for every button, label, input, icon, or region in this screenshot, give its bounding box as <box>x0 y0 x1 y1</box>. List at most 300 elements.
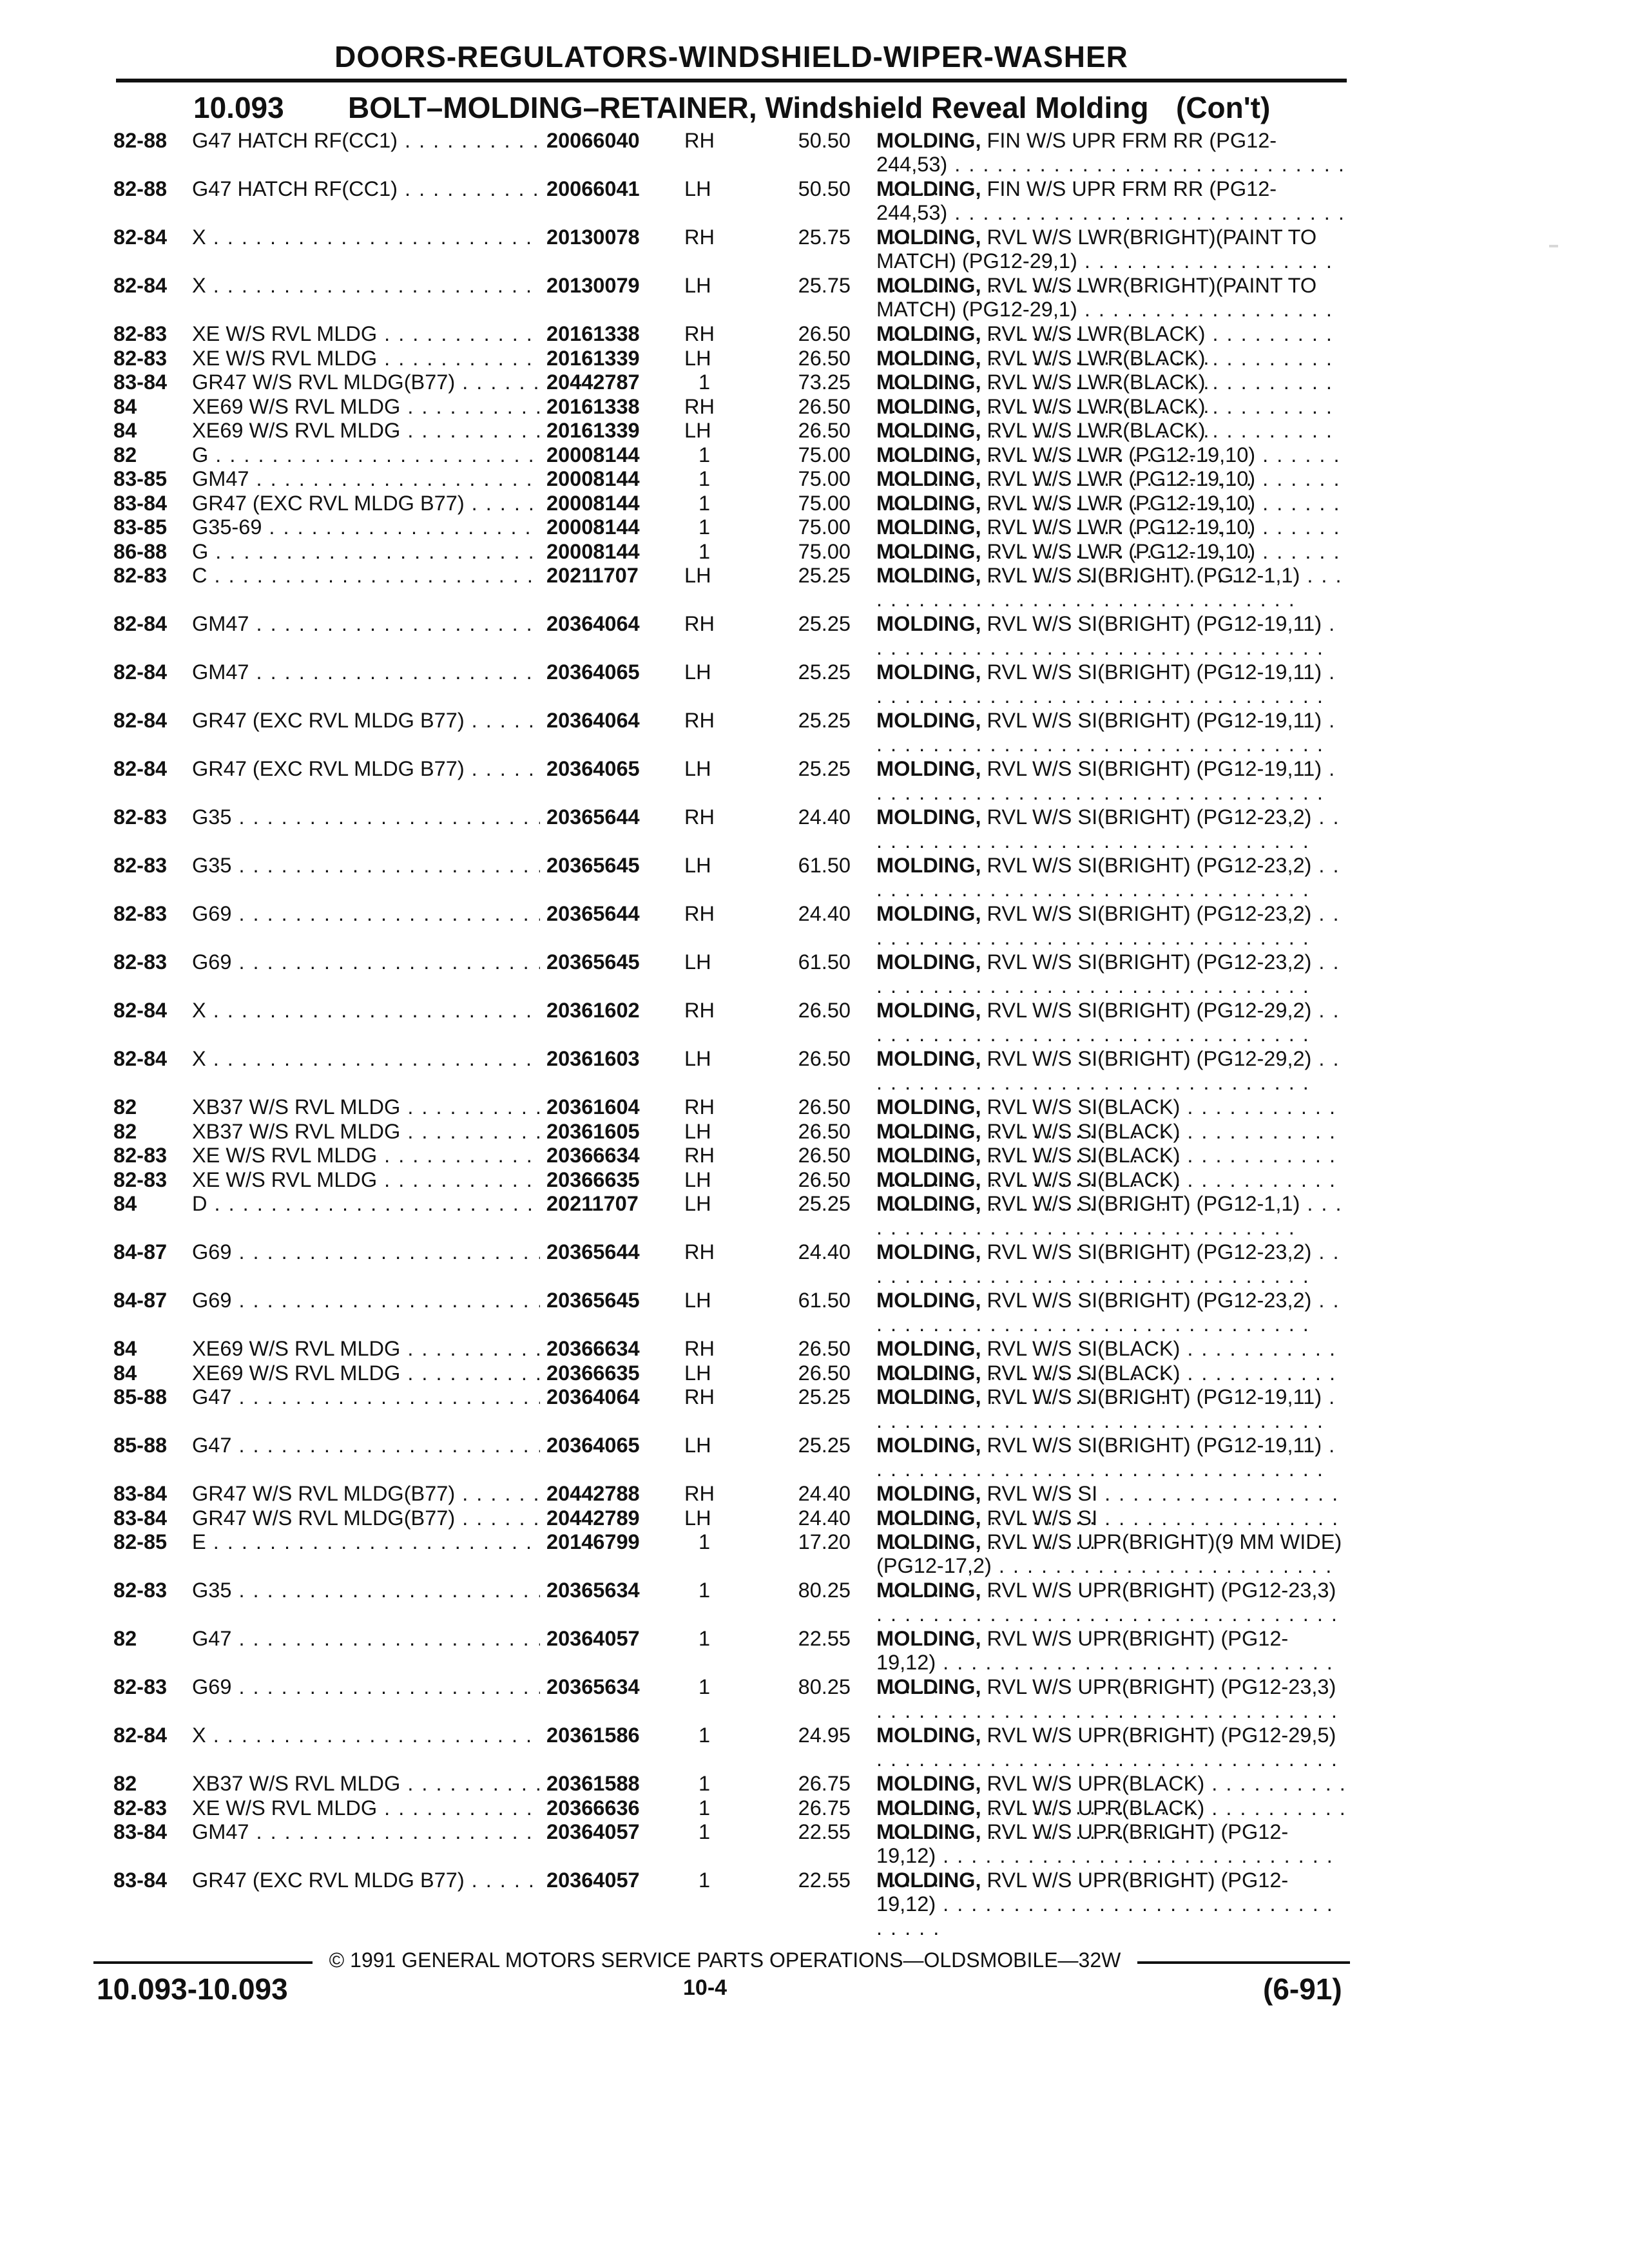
price: 80.25 <box>798 1579 851 1602</box>
model-text: GM47 <box>192 1820 249 1843</box>
part-number: 20066040 <box>546 129 640 152</box>
description-text: RVL W/S SI(BRIGHT) (PG12-23,2) . . . <box>876 902 1340 949</box>
model-application <box>192 950 540 974</box>
model-year: 82-84 <box>113 757 168 780</box>
table-row <box>0 1192 1629 1240</box>
price: 26.50 <box>798 999 851 1022</box>
model-application <box>192 1675 540 1699</box>
table-row <box>0 322 1629 347</box>
part-number: 20366636 <box>546 1796 640 1820</box>
description-label: MOLDING, <box>876 129 981 152</box>
description-text: RVL W/S LWR (PG12-19,10) . . . <box>876 515 1341 562</box>
model-year: 84 <box>113 419 137 442</box>
footer-copyright: © 1991 GENERAL MOTORS SERVICE PARTS OPERATIONS—OLDSMOBILE—32W <box>329 1948 1121 1972</box>
quantity-side: LH <box>684 660 711 684</box>
description-text: RVL W/S SI(BRIGHT) (PG12-29,2) . . . <box>876 1047 1340 1094</box>
model-text: XE69 W/S RVL MLDG <box>192 394 401 418</box>
model-application <box>192 1434 540 1457</box>
part-number: 20130079 <box>546 274 640 297</box>
description-label: MOLDING, <box>876 999 981 1022</box>
model-application <box>192 1168 540 1192</box>
table-row <box>0 274 1629 322</box>
description-label: MOLDING, <box>876 1095 981 1119</box>
part-number: 20364057 <box>546 1627 640 1650</box>
model-text: D <box>192 1192 207 1215</box>
description-text: RVL W/S UPR(BRIGHT)(9 MM WIDE) (PG12-17,2) . . . <box>876 1530 1342 1601</box>
description-text: RVL W/S SI(BLACK) . . . <box>876 1095 1336 1142</box>
model-year: 82-85 <box>113 1530 168 1553</box>
part-number: 20364065 <box>546 1434 640 1457</box>
model-application <box>192 274 540 298</box>
price: 26.50 <box>798 1361 851 1385</box>
model-year: 82-84 <box>113 1724 168 1747</box>
footer-revision-date: (6-91) <box>1263 1972 1342 2006</box>
description-text: RVL W/S UPR(BRIGHT) (PG12-19,12) . . . <box>876 1820 1334 1891</box>
model-text: GR47 W/S RVL MLDG(B77) <box>192 370 456 394</box>
table-row <box>0 443 1629 468</box>
model-text: GM47 <box>192 612 249 635</box>
quantity-side: 1 <box>699 370 711 394</box>
model-text: X <box>192 999 206 1022</box>
model-text: G35-69 <box>192 515 262 539</box>
description-text: RVL W/S SI(BRIGHT) (PG12-29,2) . . . <box>876 999 1340 1046</box>
model-application <box>192 564 540 588</box>
description-label: MOLDING, <box>876 1530 981 1553</box>
quantity-side: RH <box>684 129 715 152</box>
table-row <box>0 1506 1629 1531</box>
price: 25.25 <box>798 660 851 684</box>
model-application <box>192 1095 540 1119</box>
description-label: MOLDING, <box>876 1385 981 1408</box>
model-year: 83-85 <box>113 515 168 539</box>
description-text: RVL W/S SI . . . <box>876 1482 1339 1529</box>
model-application <box>192 1120 540 1144</box>
model-text: G <box>192 539 209 563</box>
description-label: MOLDING, <box>876 419 981 442</box>
part-number: 20365644 <box>546 805 640 829</box>
part-number: 20161339 <box>546 419 640 442</box>
description-label: MOLDING, <box>876 1820 981 1843</box>
description-label: MOLDING, <box>876 467 981 490</box>
table-row <box>0 854 1629 902</box>
model-application <box>192 1579 540 1602</box>
description-label: MOLDING, <box>876 1796 981 1820</box>
quantity-side: RH <box>684 999 715 1022</box>
description-text: RVL W/S UPR(BRIGHT) (PG12-19,12) . . . <box>876 1627 1334 1698</box>
model-application <box>192 1047 540 1071</box>
part-number: 20161339 <box>546 346 640 370</box>
price: 25.75 <box>798 274 851 297</box>
price: 24.40 <box>798 1506 851 1530</box>
model-application <box>192 1627 540 1651</box>
model-application <box>192 1530 540 1554</box>
part-number: 20365644 <box>546 902 640 925</box>
quantity-side: RH <box>684 805 715 829</box>
model-application <box>192 492 540 515</box>
part-description <box>876 1675 1347 1723</box>
footer-section-range: 10.093-10.093 <box>97 1972 288 2006</box>
description-text: RVL W/S SI(BRIGHT) (PG12-23,2) . . . <box>876 805 1340 852</box>
model-text: E <box>192 1530 206 1553</box>
description-text: RVL W/S UPR(BRIGHT) (PG12-23,3) . . . <box>876 1579 1338 1626</box>
table-row <box>0 1820 1629 1869</box>
price: 17.20 <box>798 1530 851 1553</box>
model-application <box>192 854 540 878</box>
table-row <box>0 757 1629 805</box>
model-application <box>192 395 540 419</box>
description-label: MOLDING, <box>876 1482 981 1505</box>
model-year: 85-88 <box>113 1434 168 1457</box>
quantity-side: 1 <box>699 1530 711 1553</box>
page-title: DOORS-REGULATORS-WINDSHIELD-WIPER-WASHER <box>334 40 1128 73</box>
part-number: 20364064 <box>546 612 640 635</box>
model-application <box>192 1820 540 1844</box>
model-application <box>192 660 540 684</box>
part-description <box>876 660 1347 708</box>
part-number: 20161338 <box>546 394 640 418</box>
description-text: RVL W/S SI(BRIGHT) (PG12-1,1) . . . <box>876 1192 1343 1239</box>
description-label: MOLDING, <box>876 1240 981 1264</box>
model-application <box>192 1482 540 1506</box>
part-description <box>876 1385 1347 1433</box>
quantity-side: 1 <box>699 443 711 466</box>
table-row <box>0 395 1629 419</box>
description-text: RVL W/S SI . . . <box>876 1506 1339 1553</box>
description-label: MOLDING, <box>876 1337 981 1360</box>
model-application <box>192 347 540 370</box>
part-description <box>876 1240 1347 1288</box>
model-application <box>192 1724 540 1747</box>
part-description <box>876 902 1347 950</box>
part-description <box>876 1289 1347 1336</box>
part-number: 20365645 <box>546 1289 640 1312</box>
table-row <box>0 1337 1629 1361</box>
price: 26.75 <box>798 1796 851 1820</box>
quantity-side: LH <box>684 1289 711 1312</box>
model-text: G35 <box>192 1579 232 1602</box>
model-year: 82-83 <box>113 1168 168 1191</box>
description-label: MOLDING, <box>876 1627 981 1650</box>
model-text: XB37 W/S RVL MLDG <box>192 1772 401 1795</box>
table-row <box>0 177 1629 226</box>
description-label: MOLDING, <box>876 902 981 925</box>
table-row <box>0 805 1629 854</box>
model-text: GR47 (EXC RVL MLDG B77) <box>192 1869 465 1892</box>
quantity-side: LH <box>684 1192 711 1215</box>
table-row <box>0 1434 1629 1482</box>
quantity-side: LH <box>684 274 711 297</box>
description-label: MOLDING, <box>876 1168 981 1191</box>
model-year: 82-88 <box>113 129 168 152</box>
price: 22.55 <box>798 1820 851 1843</box>
table-row <box>0 1289 1629 1337</box>
model-application <box>192 540 540 564</box>
model-year: 82 <box>113 1772 137 1795</box>
quantity-side: 1 <box>699 1675 711 1698</box>
model-year: 82 <box>113 1627 137 1650</box>
price: 25.25 <box>798 757 851 780</box>
table-row <box>0 540 1629 564</box>
quantity-side: LH <box>684 1434 711 1457</box>
model-year: 82-83 <box>113 1579 168 1602</box>
description-text: RVL W/S SI(BLACK) . . . <box>876 1144 1336 1191</box>
model-text: GR47 (EXC RVL MLDG B77) <box>192 709 465 732</box>
model-application <box>192 322 540 346</box>
price: 80.25 <box>798 1675 851 1698</box>
description-label: MOLDING, <box>876 1047 981 1070</box>
quantity-side: RH <box>684 1337 715 1360</box>
description-label: MOLDING, <box>876 346 981 370</box>
quantity-side: LH <box>684 950 711 974</box>
model-year: 83-84 <box>113 1506 168 1530</box>
model-text: G35 <box>192 805 232 829</box>
part-description <box>876 950 1347 998</box>
part-description <box>876 757 1347 805</box>
part-number: 20008144 <box>546 515 640 539</box>
table-row <box>0 1240 1629 1289</box>
price: 22.55 <box>798 1869 851 1892</box>
model-year: 84 <box>113 1192 137 1215</box>
part-number: 20442789 <box>546 1506 640 1530</box>
description-text: RVL W/S LWR(BLACK) . . . <box>876 395 1333 442</box>
table-row <box>0 1361 1629 1386</box>
description-text: RVL W/S SI(BLACK) . . . <box>876 1120 1336 1167</box>
model-application <box>192 1385 540 1409</box>
table-row <box>0 1796 1629 1821</box>
description-text: RVL W/S SI(BRIGHT) (PG12-19,11) . . . <box>876 1434 1336 1481</box>
part-number: 20130078 <box>546 226 640 249</box>
table-row <box>0 1120 1629 1144</box>
price: 61.50 <box>798 950 851 974</box>
description-label: MOLDING, <box>876 226 981 249</box>
model-text: XE W/S RVL MLDG <box>192 1796 378 1820</box>
description-text: RVL W/S SI(BRIGHT) (PG12-19,11) . . . <box>876 709 1336 756</box>
model-application <box>192 1289 540 1312</box>
description-text: RVL W/S SI(BRIGHT) (PG12-1,1) . . . <box>876 564 1343 611</box>
description-label: MOLDING, <box>876 854 981 877</box>
price: 26.50 <box>798 1119 851 1143</box>
model-text: GR47 W/S RVL MLDG(B77) <box>192 1482 456 1505</box>
model-year: 83-84 <box>113 1820 168 1843</box>
price: 61.50 <box>798 1289 851 1312</box>
table-row <box>0 1168 1629 1193</box>
description-label: MOLDING, <box>876 1675 981 1698</box>
description-label: MOLDING, <box>876 612 981 635</box>
model-text: XE69 W/S RVL MLDG <box>192 419 401 442</box>
part-number: 20008144 <box>546 539 640 563</box>
model-year: 85-88 <box>113 1385 168 1408</box>
table-row <box>0 1530 1629 1579</box>
model-text: XB37 W/S RVL MLDG <box>192 1119 401 1143</box>
model-text: GM47 <box>192 467 249 490</box>
model-application <box>192 1337 540 1361</box>
part-number: 20366635 <box>546 1168 640 1191</box>
table-row <box>0 1627 1629 1675</box>
part-number: 20364057 <box>546 1869 640 1892</box>
description-text: FIN W/S UPR FRM RR (PG12-244,53) . . . <box>876 129 1345 200</box>
description-text: RVL W/S UPR(BRIGHT) (PG12-23,3) . . . <box>876 1675 1338 1722</box>
quantity-side: RH <box>684 1144 715 1167</box>
quantity-side: LH <box>684 1361 711 1385</box>
price: 26.50 <box>798 1144 851 1167</box>
model-year: 82-83 <box>113 1144 168 1167</box>
price: 25.25 <box>798 709 851 732</box>
quantity-side: 1 <box>699 1579 711 1602</box>
price: 25.25 <box>798 564 851 587</box>
part-number: 20365645 <box>546 854 640 877</box>
quantity-side: RH <box>684 394 715 418</box>
price: 25.25 <box>798 612 851 635</box>
description-text: RVL W/S UPR(BLACK) . . . <box>876 1772 1347 1819</box>
part-number: 20365644 <box>546 1240 640 1264</box>
quantity-side: 1 <box>699 467 711 490</box>
footer-rule-left <box>93 1961 313 1964</box>
price: 24.40 <box>798 1240 851 1264</box>
price: 26.75 <box>798 1772 851 1795</box>
table-row <box>0 1385 1629 1434</box>
footer-rule-right <box>1137 1961 1350 1964</box>
table-row <box>0 370 1629 395</box>
part-description <box>876 1192 1347 1240</box>
part-number: 20442787 <box>546 370 640 394</box>
description-text: RVL W/S SI(BRIGHT) (PG12-23,2) . . . <box>876 950 1340 997</box>
model-text: X <box>192 226 206 249</box>
description-label: MOLDING, <box>876 1289 981 1312</box>
price: 75.00 <box>798 467 851 490</box>
part-description <box>876 854 1347 901</box>
quantity-side: RH <box>684 1482 715 1505</box>
table-row <box>0 226 1629 274</box>
description-label: MOLDING, <box>876 709 981 732</box>
table-row <box>0 1482 1629 1506</box>
model-year: 83-84 <box>113 370 168 394</box>
table-row <box>0 660 1629 709</box>
description-label: MOLDING, <box>876 805 981 829</box>
description-text: RVL W/S SI(BRIGHT) (PG12-23,2) . . . <box>876 1289 1340 1336</box>
part-description <box>876 1047 1347 1095</box>
part-number: 20361604 <box>546 1095 640 1119</box>
model-text: C <box>192 564 207 587</box>
price: 75.00 <box>798 515 851 539</box>
description-text: RVL W/S UPR(BLACK) . . . <box>876 1796 1347 1843</box>
part-number: 20361588 <box>546 1772 640 1795</box>
part-number: 20365634 <box>546 1675 640 1698</box>
price: 26.50 <box>798 1337 851 1360</box>
model-year: 82-84 <box>113 226 168 249</box>
description-text: RVL W/S LWR(BRIGHT)(PAINT TO MATCH) (PG12-29,1) . . . <box>876 274 1333 345</box>
description-text: RVL W/S LWR (PG12-19,10) . . . <box>876 540 1341 587</box>
description-text: RVL W/S SI(BRIGHT) (PG12-23,2) . . . <box>876 1240 1340 1287</box>
description-label: MOLDING, <box>876 564 981 587</box>
model-year: 82-84 <box>113 660 168 684</box>
model-text: G47 <box>192 1434 232 1457</box>
model-text: G69 <box>192 1289 232 1312</box>
model-text: GR47 (EXC RVL MLDG B77) <box>192 757 465 780</box>
description-label: MOLDING, <box>876 1724 981 1747</box>
price: 61.50 <box>798 854 851 877</box>
quantity-side: 1 <box>699 1772 711 1795</box>
price: 50.50 <box>798 177 851 200</box>
model-text: G69 <box>192 1240 232 1264</box>
model-text: G47 HATCH RF(CC1) <box>192 177 398 200</box>
quantity-side: LH <box>684 419 711 442</box>
part-number: 20364065 <box>546 660 640 684</box>
description-text: RVL W/S LWR(BLACK) . . . <box>876 419 1333 466</box>
part-number: 20211707 <box>546 1192 639 1215</box>
table-row <box>0 347 1629 371</box>
description-label: MOLDING, <box>876 1506 981 1530</box>
model-application <box>192 129 540 153</box>
footer-page-number: 10-4 <box>683 1975 728 2000</box>
description-label: MOLDING, <box>876 539 981 563</box>
part-number: 20361602 <box>546 999 640 1022</box>
part-description <box>876 1869 1347 1940</box>
quantity-side: RH <box>684 226 715 249</box>
model-year: 82-83 <box>113 1796 168 1820</box>
description-text: RVL W/S SI(BLACK) . . . <box>876 1337 1336 1384</box>
description-text: RVL W/S SI(BRIGHT) (PG12-19,11) . . . <box>876 612 1336 659</box>
description-label: MOLDING, <box>876 1869 981 1892</box>
part-number: 20146799 <box>546 1530 640 1553</box>
quantity-side: RH <box>684 1095 715 1119</box>
description-label: MOLDING, <box>876 950 981 974</box>
table-row <box>0 564 1629 612</box>
part-number: 20361586 <box>546 1724 640 1747</box>
table-row <box>0 1144 1629 1168</box>
model-application <box>192 1772 540 1796</box>
quantity-side: 1 <box>699 1627 711 1650</box>
part-number: 20366634 <box>546 1337 640 1360</box>
price: 24.40 <box>798 902 851 925</box>
model-application <box>192 805 540 829</box>
description-label: MOLDING, <box>876 660 981 684</box>
description-label: MOLDING, <box>876 757 981 780</box>
price: 75.00 <box>798 491 851 515</box>
quantity-side: RH <box>684 322 715 345</box>
quantity-side: LH <box>684 1119 711 1143</box>
table-row <box>0 950 1629 999</box>
quantity-side: LH <box>684 177 711 200</box>
price: 26.50 <box>798 1168 851 1191</box>
description-label: MOLDING, <box>876 491 981 515</box>
model-application <box>192 999 540 1023</box>
part-description <box>876 709 1347 756</box>
part-number: 20361605 <box>546 1119 640 1143</box>
price: 26.50 <box>798 1095 851 1119</box>
model-text: G69 <box>192 902 232 925</box>
model-application <box>192 1192 540 1216</box>
section-continued: (Con't) <box>1176 91 1271 124</box>
model-year: 82-83 <box>113 902 168 925</box>
model-text: X <box>192 1047 206 1070</box>
description-text: RVL W/S LWR (PG12-19,10) . . . <box>876 492 1341 539</box>
description-label: MOLDING, <box>876 274 981 297</box>
model-text: G47 <box>192 1627 232 1650</box>
description-text: RVL W/S SI(BRIGHT) (PG12-23,2) . . . <box>876 854 1340 901</box>
model-text: GR47 W/S RVL MLDG(B77) <box>192 1506 456 1530</box>
description-label: MOLDING, <box>876 443 981 466</box>
model-application <box>192 902 540 926</box>
table-row <box>0 902 1629 950</box>
description-text: RVL W/S SI(BRIGHT) (PG12-19,11) . . . <box>876 660 1336 707</box>
table-row <box>0 612 1629 660</box>
quantity-side: LH <box>684 1506 711 1530</box>
parts-list <box>0 129 1629 1917</box>
quantity-side: RH <box>684 902 715 925</box>
quantity-side: LH <box>684 1047 711 1070</box>
table-row <box>0 1675 1629 1724</box>
quantity-side: 1 <box>699 491 711 515</box>
